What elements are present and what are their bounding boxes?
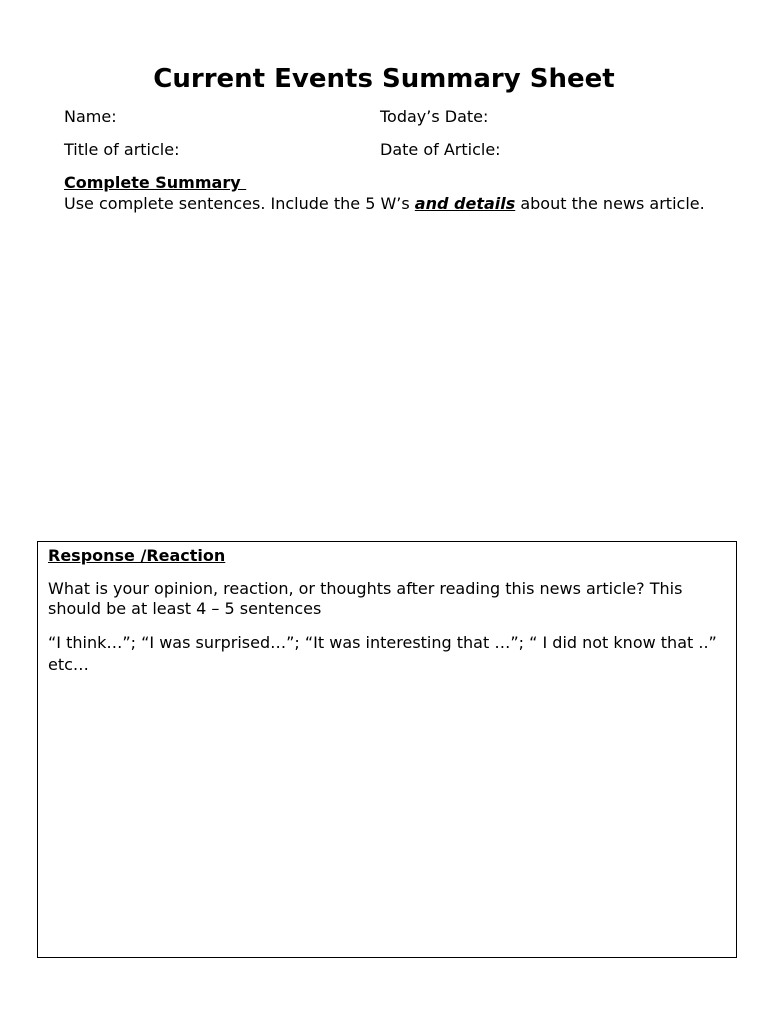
name-label: Name: bbox=[64, 107, 117, 126]
response-box bbox=[37, 541, 737, 958]
todays-date-label: Today’s Date: bbox=[380, 107, 489, 126]
response-heading: Response /Reaction bbox=[48, 546, 226, 565]
response-examples: “I think…”; “I was surprised…”; “It was interesting that …”; “ I did not know that ..” etc… bbox=[48, 633, 717, 674]
article-title-label: Title of article: bbox=[64, 140, 180, 159]
page-title: Current Events Summary Sheet bbox=[153, 64, 615, 94]
response-question: What is your opinion, reaction, or thoughts after reading this news article? This should be at least 4 – 5 sentences bbox=[48, 579, 683, 618]
summary-instructions bbox=[64, 193, 724, 215]
summary-heading: Complete Summary bbox=[64, 173, 247, 192]
article-date-label: Date of Article: bbox=[380, 140, 501, 159]
summary-instructions-emphasis: and details bbox=[414, 194, 516, 213]
summary-instructions-end: about the news article. bbox=[515, 194, 705, 213]
summary-instructions-start: Use complete sentences. Include the 5 W’s bbox=[64, 194, 415, 213]
